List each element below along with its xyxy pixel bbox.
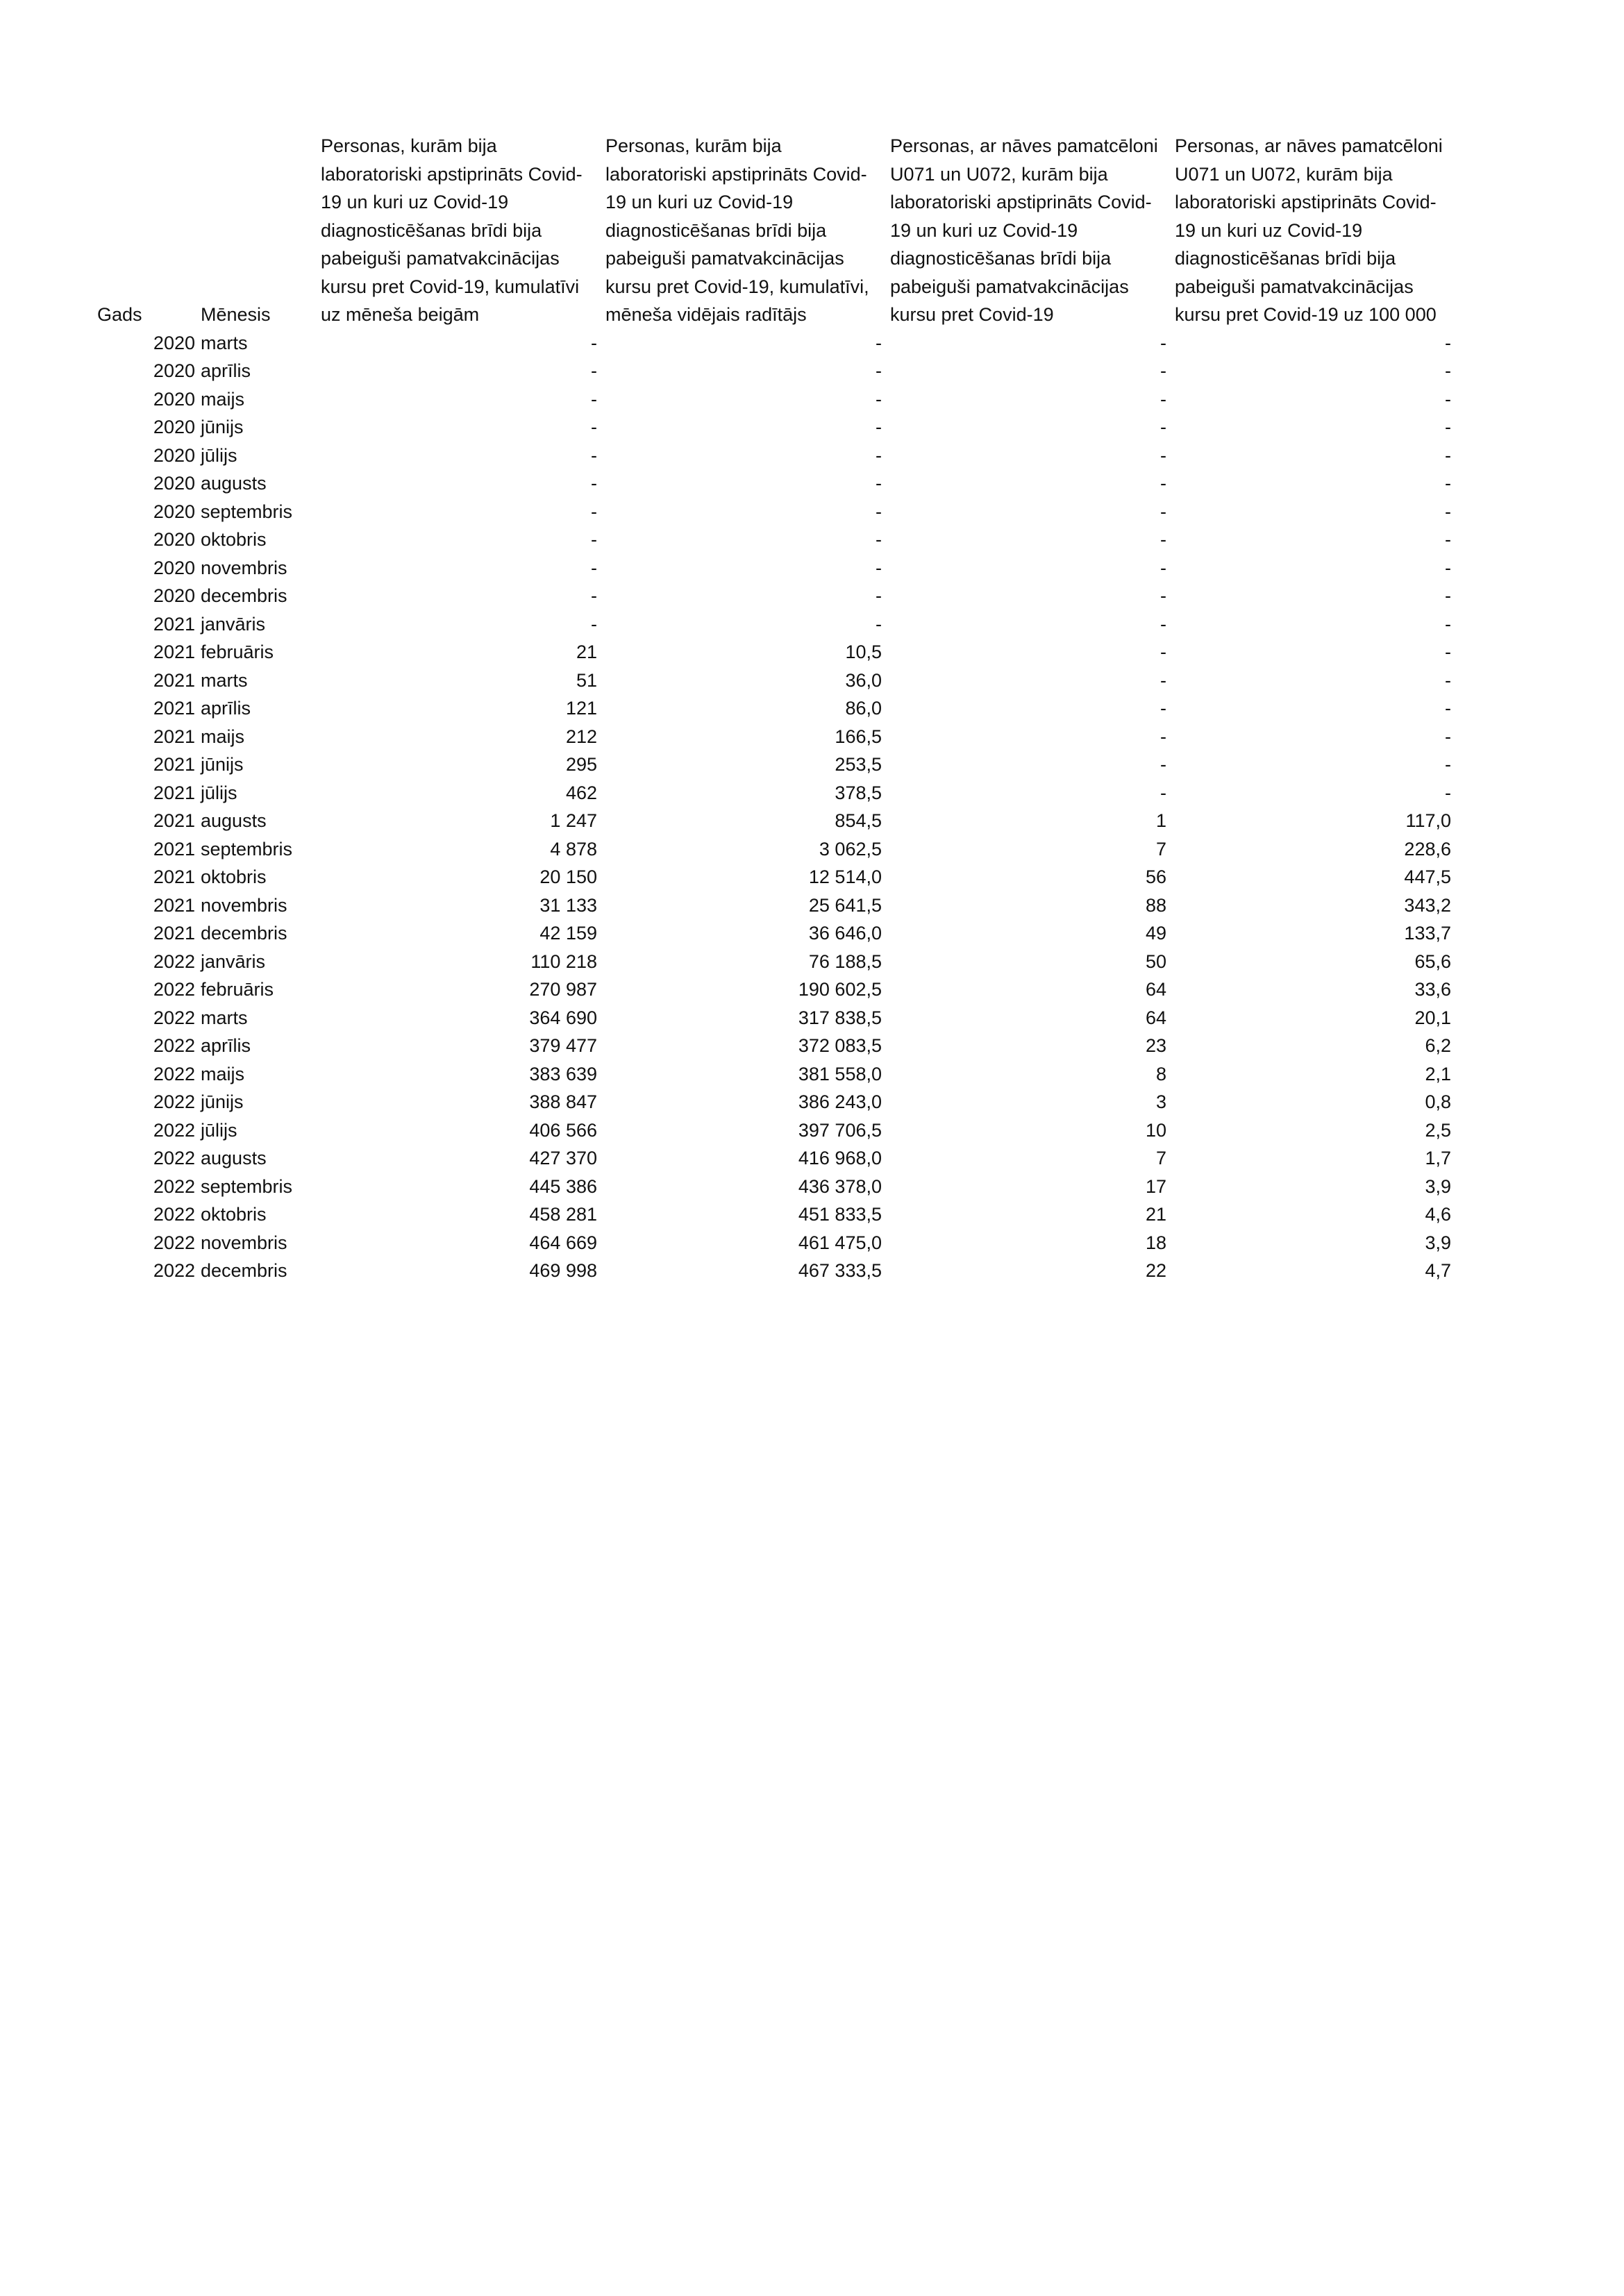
table-header [97, 132, 1457, 329]
cell-month: janvāris [201, 950, 266, 972]
cell-monthly-average: 86,0 [845, 698, 882, 719]
cell-monthly-average: 451 833,5 [798, 1204, 882, 1225]
cell-monthly-average: 467 333,5 [798, 1260, 882, 1281]
cell-deaths: - [1160, 501, 1166, 522]
cell-month: jūlijs [201, 782, 237, 803]
cell-year: 2022 [153, 1007, 195, 1028]
cell-month: jūnijs [201, 754, 244, 775]
cell-cumulative-cases: - [591, 388, 597, 410]
table-row [97, 694, 1457, 723]
header-monthly-average: Personas, kurām bija laboratoriski apstiprināts Covid-19 un kuri uz Covid-19 diagnosticēšanas brīdi bija pabeiguši pamatvakcinācijas kursu pret Covid-19, kumulatīvi, mēneša vidējais radītājs [605, 135, 869, 325]
cell-deaths-per-100000: - [1445, 444, 1451, 466]
cell-year: 2021 [153, 669, 195, 691]
table-row [97, 807, 1457, 835]
cell-month: maijs [201, 1063, 245, 1084]
cell-deaths: 3 [1155, 1091, 1166, 1112]
cell-year: 2020 [153, 388, 195, 410]
cell-month: aprīlis [201, 360, 251, 381]
cell-monthly-average: - [876, 360, 882, 381]
table-body [97, 329, 1457, 1285]
table-row [97, 919, 1457, 948]
table-row [97, 357, 1457, 385]
cell-deaths: - [1160, 698, 1166, 719]
cell-month: augusts [201, 473, 267, 494]
table-row [97, 1144, 1457, 1173]
cell-deaths-per-100000: - [1445, 754, 1451, 775]
cell-monthly-average: 36 646,0 [808, 923, 882, 944]
cell-monthly-average: 190 602,5 [798, 979, 882, 1000]
cell-month: aprīlis [201, 1035, 251, 1056]
cell-month: marts [201, 1007, 248, 1028]
cell-deaths: 7 [1155, 838, 1166, 860]
cell-cumulative-cases: 406 566 [529, 1119, 597, 1141]
cell-deaths-per-100000: 133,7 [1404, 923, 1451, 944]
table-row [97, 526, 1457, 554]
table-row [97, 1257, 1457, 1285]
cell-month: augusts [201, 1148, 267, 1168]
cell-monthly-average: 253,5 [835, 754, 882, 775]
cell-monthly-average: - [876, 332, 882, 353]
cell-cumulative-cases: 295 [565, 754, 597, 775]
cell-deaths-per-100000: - [1445, 417, 1451, 437]
table-row [97, 891, 1457, 920]
cell-deaths: 7 [1155, 1148, 1166, 1168]
cell-monthly-average: 381 558,0 [798, 1063, 882, 1084]
header-cumulative-cases: Personas, kurām bija laboratoriski apstiprināts Covid-19 un kuri uz Covid-19 diagnosticēšanas brīdi bija pabeiguši pamatvakcinācijas kursu pret Covid-19, kumulatīvi uz mēneša beigām [321, 135, 583, 325]
cell-deaths: - [1160, 782, 1166, 803]
cell-monthly-average: 166,5 [835, 726, 882, 747]
table-row [97, 1032, 1457, 1060]
table-row [97, 751, 1457, 779]
cell-deaths: 56 [1145, 866, 1166, 887]
cell-year: 2022 [153, 979, 195, 1000]
table-row [97, 1229, 1457, 1257]
table-row [97, 948, 1457, 976]
table-row [97, 1004, 1457, 1032]
cell-deaths-per-100000: - [1445, 501, 1451, 522]
cell-deaths-per-100000: - [1445, 388, 1451, 410]
table-row [97, 385, 1457, 414]
cell-cumulative-cases: 1 247 [550, 810, 597, 831]
cell-deaths-per-100000: 228,6 [1404, 838, 1451, 860]
cell-deaths: - [1160, 388, 1166, 410]
cell-year: 2022 [153, 1148, 195, 1168]
cell-monthly-average: 12 514,0 [808, 866, 882, 887]
header-month: Mēnesis [201, 304, 271, 325]
cell-year: 2021 [153, 894, 195, 916]
cell-monthly-average: 372 083,5 [798, 1035, 882, 1056]
cell-deaths-per-100000: 3,9 [1425, 1232, 1451, 1253]
cell-year: 2020 [153, 585, 195, 606]
cell-deaths-per-100000: 6,2 [1425, 1035, 1451, 1056]
cell-month: jūlijs [201, 1119, 237, 1141]
cell-deaths-per-100000: 2,5 [1425, 1119, 1451, 1141]
cell-monthly-average: - [876, 529, 882, 550]
cell-deaths-per-100000: 33,6 [1414, 979, 1451, 1000]
table-row [97, 1088, 1457, 1116]
cell-deaths: - [1160, 726, 1166, 747]
cell-deaths-per-100000: - [1445, 332, 1451, 353]
cell-month: jūlijs [201, 444, 237, 466]
cell-year: 2021 [153, 698, 195, 719]
cell-deaths: - [1160, 669, 1166, 691]
cell-monthly-average: - [876, 585, 882, 606]
cell-deaths-per-100000: 65,6 [1414, 950, 1451, 972]
cell-deaths-per-100000: - [1445, 782, 1451, 803]
cell-year: 2022 [153, 1175, 195, 1197]
cell-cumulative-cases: - [591, 360, 597, 381]
cell-year: 2021 [153, 754, 195, 775]
cell-cumulative-cases: 383 639 [529, 1063, 597, 1084]
cell-monthly-average: 25 641,5 [808, 894, 882, 916]
cell-deaths: 50 [1145, 950, 1166, 972]
cell-monthly-average: - [876, 388, 882, 410]
cell-month: septembris [201, 501, 293, 522]
table-row [97, 498, 1457, 526]
cell-month: oktobris [201, 866, 267, 887]
cell-month: maijs [201, 726, 245, 747]
cell-deaths: 1 [1155, 810, 1166, 831]
table-row [97, 638, 1457, 667]
cell-year: 2021 [153, 866, 195, 887]
cell-deaths: 18 [1145, 1232, 1166, 1253]
cell-cumulative-cases: - [591, 444, 597, 466]
cell-deaths: - [1160, 417, 1166, 437]
table-row [97, 975, 1457, 1004]
header-deaths-per-100000: Personas, ar nāves pamatcēloni U071 un U072, kurām bija laboratoriski apstiprināts Covid-19 un kuri uz Covid-19 diagnosticēšanas brīdi bija pabeiguši pamatvakcinācijas kursu pret Covid-19 uz 100 000 [1175, 135, 1443, 325]
cell-month: februāris [201, 979, 274, 1000]
cell-deaths-per-100000: - [1445, 613, 1451, 635]
cell-month: novembris [201, 1232, 287, 1253]
header-year: Gads [97, 304, 142, 325]
cell-monthly-average: - [876, 417, 882, 437]
cell-cumulative-cases: - [591, 529, 597, 550]
cell-monthly-average: 3 062,5 [819, 838, 882, 860]
cell-year: 2022 [153, 950, 195, 972]
cell-deaths-per-100000: 0,8 [1425, 1091, 1451, 1112]
cell-monthly-average: 436 378,0 [798, 1175, 882, 1197]
cell-monthly-average: 386 243,0 [798, 1091, 882, 1112]
table-row [97, 582, 1457, 610]
cell-monthly-average: 317 838,5 [798, 1007, 882, 1028]
cell-month: marts [201, 332, 248, 353]
cell-monthly-average: - [876, 501, 882, 522]
cell-cumulative-cases: 21 [576, 642, 597, 662]
table-row [97, 554, 1457, 583]
table-row [97, 1116, 1457, 1145]
cell-deaths: - [1160, 642, 1166, 662]
cell-year: 2020 [153, 332, 195, 353]
cell-month: decembris [201, 585, 287, 606]
cell-cumulative-cases: - [591, 332, 597, 353]
cell-deaths-per-100000: - [1445, 529, 1451, 550]
table-row [97, 442, 1457, 470]
cell-monthly-average: - [876, 473, 882, 494]
cell-cumulative-cases: 464 669 [529, 1232, 597, 1253]
cell-monthly-average: 397 706,5 [798, 1119, 882, 1141]
cell-month: novembris [201, 894, 287, 916]
cell-deaths: 49 [1145, 923, 1166, 944]
cell-deaths-per-100000: 447,5 [1404, 866, 1451, 887]
cell-monthly-average: 76 188,5 [808, 950, 882, 972]
cell-deaths-per-100000: - [1445, 360, 1451, 381]
cell-deaths-per-100000: 343,2 [1404, 894, 1451, 916]
cell-year: 2022 [153, 1232, 195, 1253]
cell-cumulative-cases: 469 998 [529, 1260, 597, 1281]
cell-deaths-per-100000: 117,0 [1405, 810, 1451, 831]
cell-deaths-per-100000: - [1445, 726, 1451, 747]
cell-year: 2020 [153, 529, 195, 550]
cell-year: 2021 [153, 726, 195, 747]
cell-deaths: 17 [1145, 1175, 1166, 1197]
cell-year: 2020 [153, 557, 195, 578]
cell-year: 2021 [153, 782, 195, 803]
cell-year: 2022 [153, 1260, 195, 1281]
cell-cumulative-cases: 42 159 [539, 923, 597, 944]
cell-year: 2022 [153, 1091, 195, 1112]
cell-deaths-per-100000: - [1445, 669, 1451, 691]
cell-deaths-per-100000: - [1445, 642, 1451, 662]
cell-year: 2020 [153, 501, 195, 522]
cell-cumulative-cases: 212 [565, 726, 597, 747]
cell-month: septembris [201, 838, 293, 860]
table-row [97, 1173, 1457, 1201]
cell-deaths-per-100000: 1,7 [1425, 1148, 1451, 1168]
cell-year: 2022 [153, 1204, 195, 1225]
cell-deaths: - [1160, 332, 1166, 353]
cell-year: 2021 [153, 810, 195, 831]
cell-month: jūnijs [201, 1091, 244, 1112]
cell-month: oktobris [201, 1204, 267, 1225]
cell-month: decembris [201, 923, 287, 944]
cell-month: maijs [201, 388, 245, 410]
cell-month: aprīlis [201, 698, 251, 719]
cell-year: 2022 [153, 1119, 195, 1141]
data-table [97, 132, 1457, 1285]
cell-year: 2021 [153, 613, 195, 635]
cell-year: 2021 [153, 838, 195, 860]
cell-year: 2020 [153, 417, 195, 437]
cell-month: decembris [201, 1260, 287, 1281]
cell-monthly-average: 36,0 [845, 669, 882, 691]
cell-cumulative-cases: 4 878 [550, 838, 597, 860]
cell-month: janvāris [201, 613, 266, 635]
cell-month: novembris [201, 557, 287, 578]
cell-month: septembris [201, 1175, 293, 1197]
table-row [97, 1200, 1457, 1229]
cell-cumulative-cases: 458 281 [529, 1204, 597, 1225]
cell-cumulative-cases: - [591, 473, 597, 494]
table-row [97, 469, 1457, 498]
cell-month: oktobris [201, 529, 267, 550]
cell-deaths: - [1160, 360, 1166, 381]
cell-deaths: 21 [1145, 1204, 1166, 1225]
cell-month: februāris [201, 642, 274, 662]
cell-deaths-per-100000: 2,1 [1425, 1063, 1451, 1084]
cell-deaths: - [1160, 557, 1166, 578]
cell-deaths-per-100000: 3,9 [1425, 1175, 1451, 1197]
table-row [97, 413, 1457, 442]
cell-cumulative-cases: - [591, 501, 597, 522]
cell-year: 2021 [153, 642, 195, 662]
cell-deaths: - [1160, 585, 1166, 606]
cell-deaths: 23 [1145, 1035, 1166, 1056]
cell-deaths-per-100000: 20,1 [1414, 1007, 1451, 1028]
cell-deaths: 64 [1145, 1007, 1166, 1028]
table-row [97, 1060, 1457, 1089]
cell-cumulative-cases: 20 150 [539, 866, 597, 887]
cell-cumulative-cases: 110 218 [530, 950, 597, 972]
cell-month: augusts [201, 810, 267, 831]
cell-deaths: - [1160, 613, 1166, 635]
cell-deaths: - [1160, 754, 1166, 775]
table-row [97, 723, 1457, 751]
cell-deaths-per-100000: - [1445, 557, 1451, 578]
cell-deaths: 8 [1155, 1063, 1166, 1084]
cell-monthly-average: 854,5 [835, 810, 882, 831]
cell-deaths-per-100000: 4,6 [1425, 1204, 1451, 1225]
cell-monthly-average: - [876, 444, 882, 466]
cell-cumulative-cases: 379 477 [529, 1035, 597, 1056]
table-row [97, 863, 1457, 891]
cell-cumulative-cases: - [591, 585, 597, 606]
cell-month: jūnijs [201, 417, 244, 437]
header-deaths: Personas, ar nāves pamatcēloni U071 un U072, kurām bija laboratoriski apstiprināts Covid-19 un kuri uz Covid-19 diagnosticēšanas brīdi bija pabeiguši pamatvakcinācijas kursu pret Covid-19 [890, 135, 1158, 325]
cell-deaths: 64 [1145, 979, 1166, 1000]
cell-monthly-average: 461 475,0 [798, 1232, 882, 1253]
cell-deaths: 10 [1145, 1119, 1166, 1141]
cell-year: 2020 [153, 473, 195, 494]
cell-cumulative-cases: 270 987 [529, 979, 597, 1000]
cell-deaths: - [1160, 444, 1166, 466]
cell-deaths: 88 [1145, 894, 1166, 916]
cell-deaths: - [1160, 473, 1166, 494]
table-row [97, 667, 1457, 695]
cell-cumulative-cases: - [591, 613, 597, 635]
table-row [97, 835, 1457, 864]
cell-cumulative-cases: - [591, 417, 597, 437]
table-row [97, 610, 1457, 639]
cell-cumulative-cases: 51 [576, 669, 597, 691]
cell-cumulative-cases: 445 386 [529, 1175, 597, 1197]
cell-month: marts [201, 669, 248, 691]
cell-year: 2022 [153, 1063, 195, 1084]
cell-monthly-average: 416 968,0 [798, 1148, 882, 1168]
cell-monthly-average: 10,5 [845, 642, 882, 662]
cell-cumulative-cases: 388 847 [529, 1091, 597, 1112]
cell-deaths-per-100000: - [1445, 698, 1451, 719]
cell-deaths: 22 [1145, 1260, 1166, 1281]
cell-cumulative-cases: 462 [565, 782, 597, 803]
cell-cumulative-cases: 427 370 [529, 1148, 597, 1168]
cell-deaths: - [1160, 529, 1166, 550]
cell-year: 2020 [153, 444, 195, 466]
cell-cumulative-cases: - [591, 557, 597, 578]
cell-year: 2022 [153, 1035, 195, 1056]
cell-monthly-average: 378,5 [835, 782, 882, 803]
cell-cumulative-cases: 121 [565, 698, 597, 719]
cell-monthly-average: - [876, 557, 882, 578]
cell-year: 2021 [153, 923, 195, 944]
cell-deaths-per-100000: - [1445, 585, 1451, 606]
cell-cumulative-cases: 364 690 [529, 1007, 597, 1028]
cell-deaths-per-100000: 4,7 [1425, 1260, 1451, 1281]
cell-monthly-average: - [876, 613, 882, 635]
cell-year: 2020 [153, 360, 195, 381]
table-row [97, 779, 1457, 807]
table-row [97, 329, 1457, 358]
cell-cumulative-cases: 31 133 [539, 894, 597, 916]
cell-deaths-per-100000: - [1445, 473, 1451, 494]
